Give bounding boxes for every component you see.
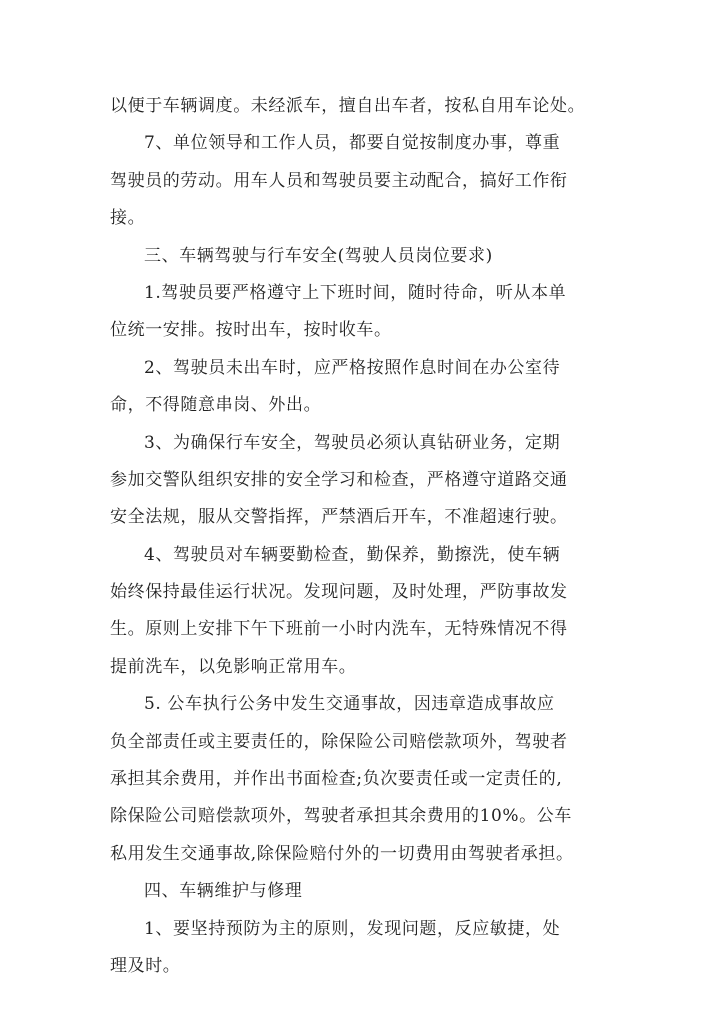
text-line: 私用发生交通事故,除保险赔付外的一切费用由驾驶者承担。 [110,843,574,864]
document-body [110,88,630,985]
text-line: 驾驶员的劳动。用车人员和驾驶员要主动配合，搞好工作衔 [110,170,568,191]
text-line: 位统一安排。按时出车，按时收车。 [110,320,392,341]
text-line: 生。原则上安排下午下班前一小时内洗车，无特殊情况不得 [110,619,568,640]
section-heading: 四、车辆维护与修理 [144,881,303,902]
text-line: 命，不得随意串岗、外出。 [110,395,322,416]
text-line: 承担其余费用，并作出书面检查;负次要责任或一定责任的, [110,769,563,790]
text-line: 1.驾驶员要严格遵守上下班时间，随时待命，听从本单 [144,282,567,303]
text-line: 始终保持最佳运行状况。发现问题，及时处理，严防事故发 [110,582,568,603]
text-line: 2、驾驶员未出车时，应严格按照作息时间在办公室待 [144,357,561,378]
text-line: 3、为确保行车安全，驾驶员必须认真钻研业务，定期 [144,432,561,453]
text-line: 1、要坚持预防为主的原则，发现问题，反应敏捷，处 [144,918,561,939]
text-line: 除保险公司赔偿款项外，驾驶者承担其余费用的10%。公车 [110,806,572,827]
section-heading: 三、车辆驾驶与行车安全(驾驶人员岗位要求) [144,245,493,266]
text-line: 4、驾驶员对车辆要勤检查，勤保养，勤擦洗，使车辆 [144,544,561,565]
text-line: 参加交警队组织安排的安全学习和检查，严格遵守道路交通 [110,469,568,490]
text-line: 7、单位领导和工作人员，都要自觉按制度办事，尊重 [144,133,561,154]
text-line: 提前洗车，以免影响正常用车。 [110,656,357,677]
text-line: 安全法规，服从交警指挥，严禁酒后开车，不准超速行驶。 [110,507,568,528]
text-line: 以便于车辆调度。未经派车，擅自出车者，按私自用车论处。 [110,96,586,116]
text-line: 接。 [110,208,146,229]
text-line: 负全部责任或主要责任的，除保险公司赔偿款项外，驾驶者 [110,731,568,752]
text-line: 理及时。 [110,955,181,976]
text-line: 5. 公车执行公务中发生交通事故，因违章造成事故应 [144,694,555,715]
